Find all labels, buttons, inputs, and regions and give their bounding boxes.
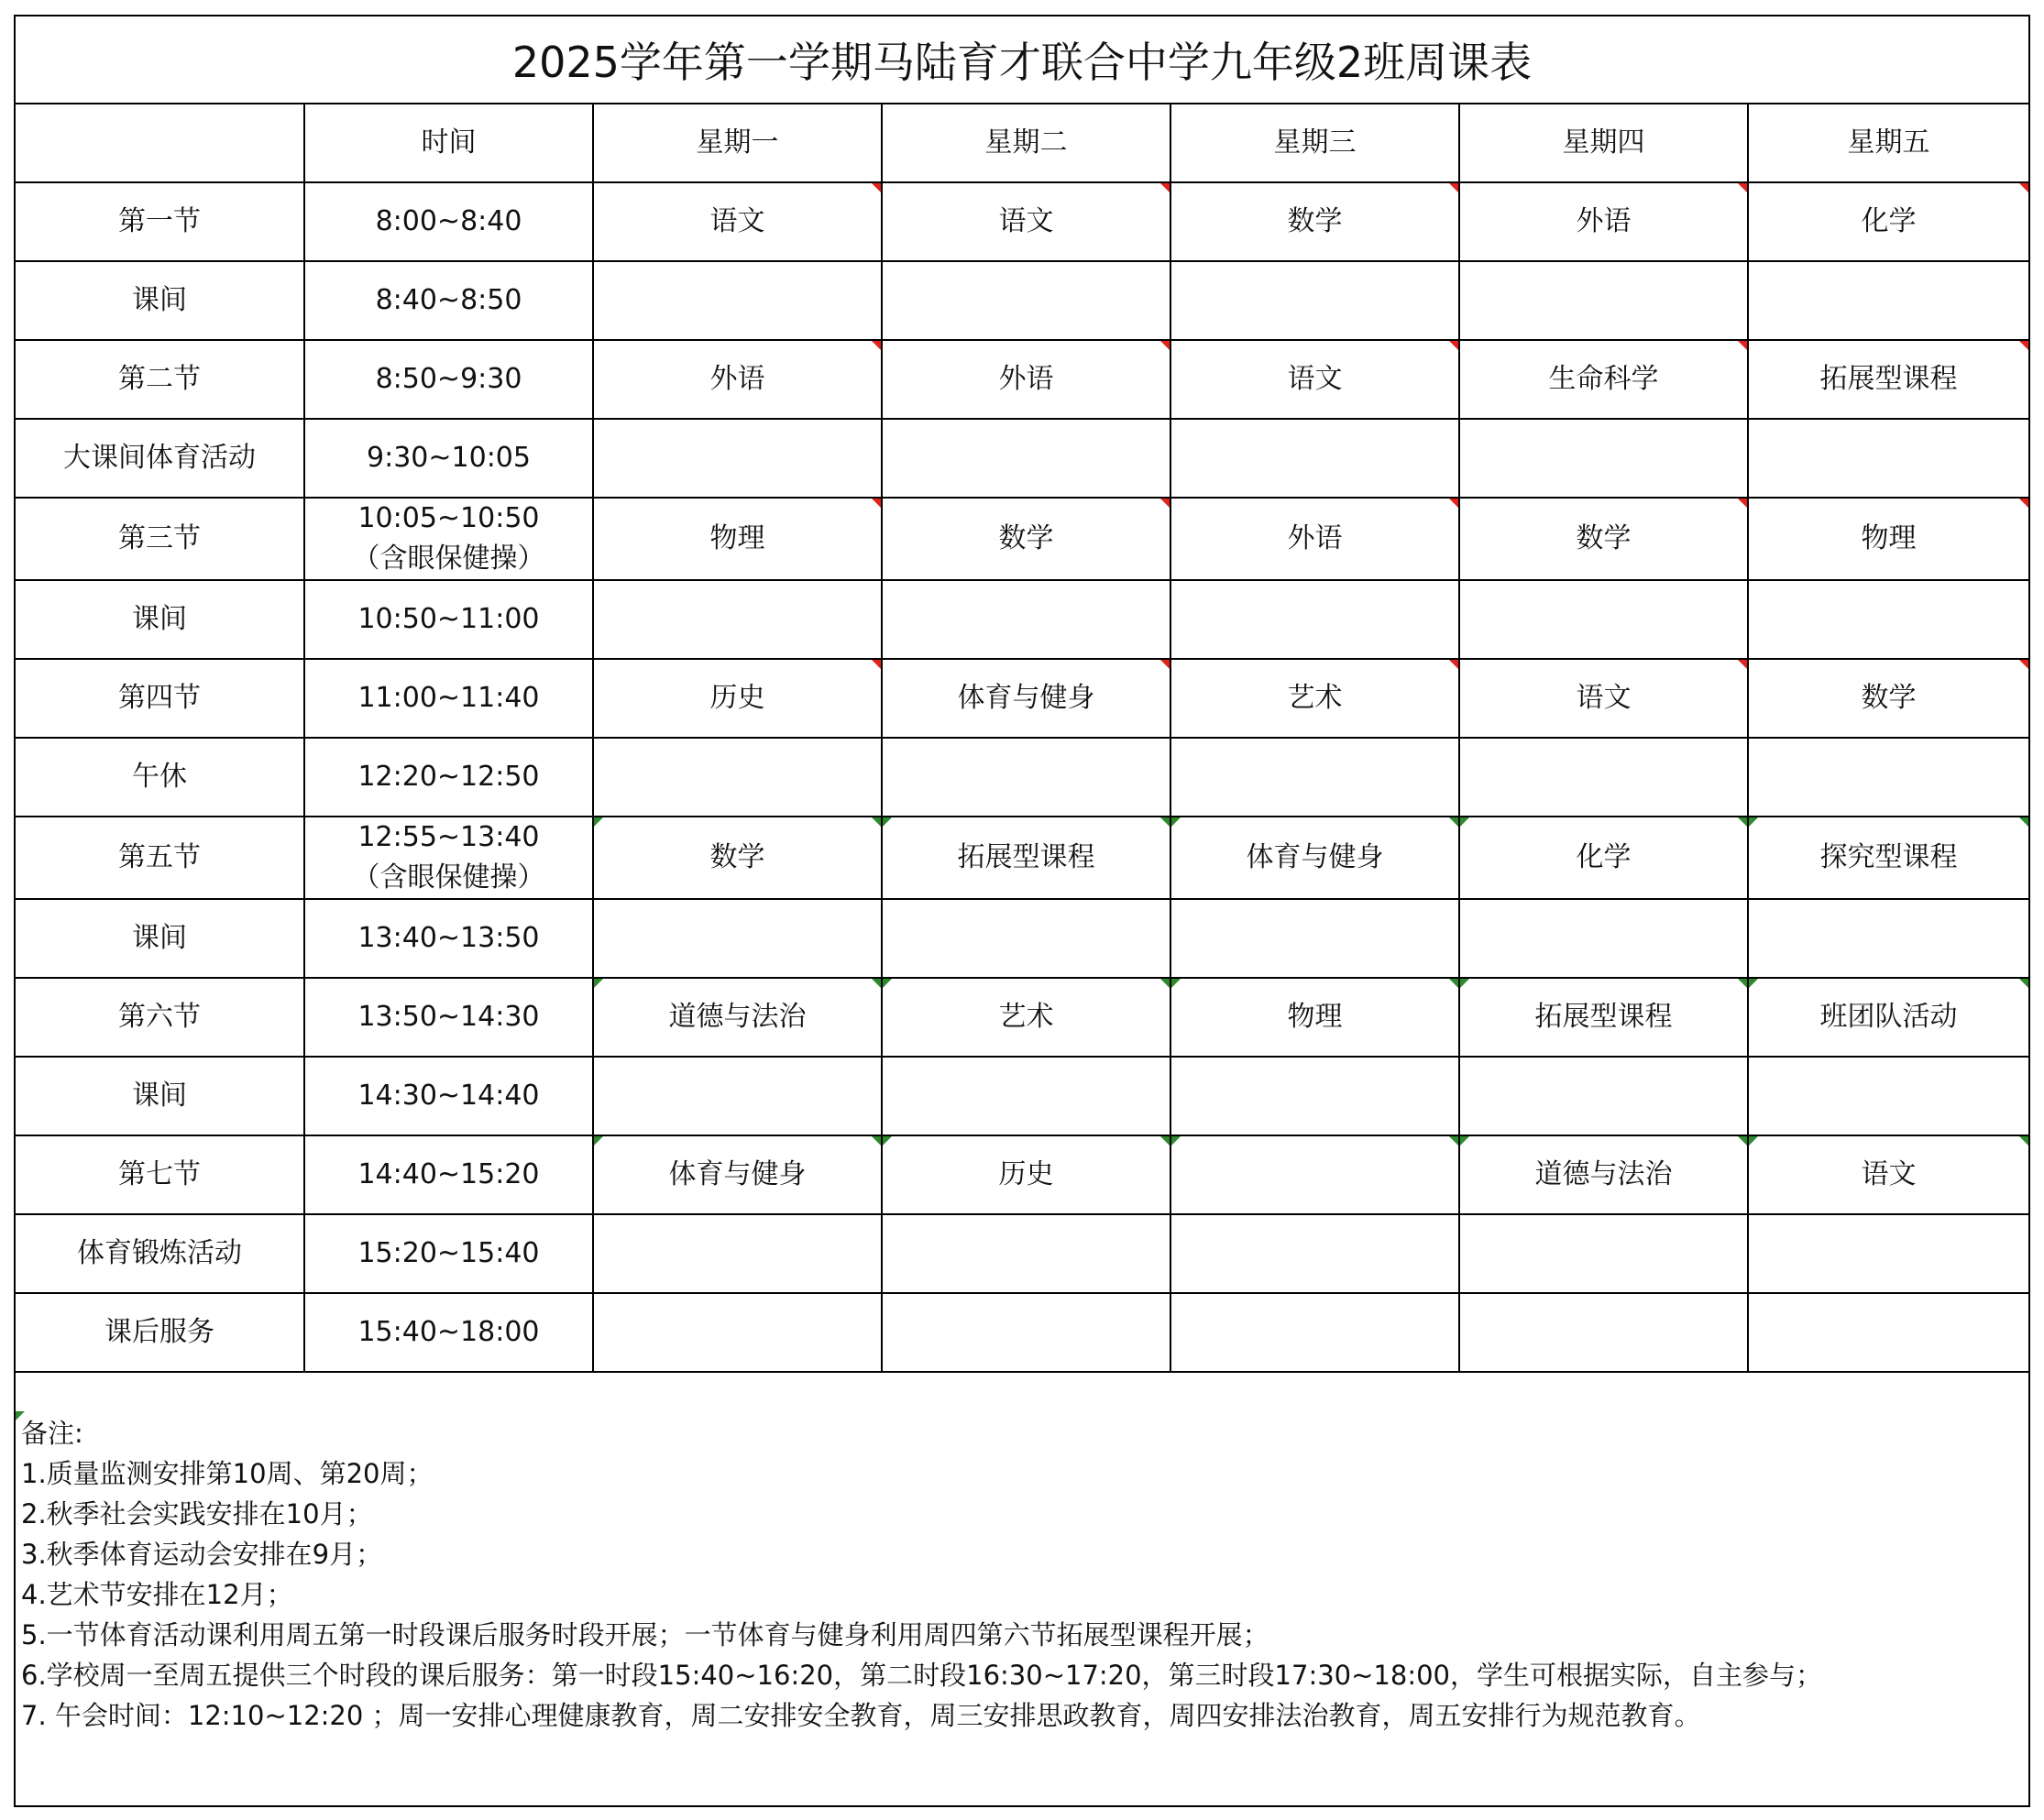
subject-cell[interactable] xyxy=(882,899,1170,978)
header-day-cell[interactable]: 星期一 xyxy=(593,104,882,182)
period-time-text: 15:20~15:40 xyxy=(357,1237,540,1269)
subject-cell[interactable] xyxy=(1170,1135,1459,1214)
comment-indicator-icon xyxy=(1460,817,1469,827)
subject-cell[interactable] xyxy=(1170,340,1459,419)
period-time-cell[interactable] xyxy=(304,1214,593,1293)
period-time-text: 8:50~9:30 xyxy=(375,363,522,395)
period-time-cell[interactable] xyxy=(304,1293,593,1372)
comment-indicator-icon xyxy=(1460,1136,1469,1146)
timetable-row xyxy=(16,817,2028,899)
subject-cell[interactable] xyxy=(593,580,882,659)
note-item: 5.一节体育活动课利用周五第一时段课后服务时段开展；一节体育与健身利用周四第六节拓展型课程开展； xyxy=(21,1619,1269,1650)
comment-indicator-icon xyxy=(883,817,892,827)
comment-indicator-icon xyxy=(1449,817,1458,827)
period-time-cell[interactable] xyxy=(304,498,593,580)
period-time-cell[interactable] xyxy=(304,659,593,738)
timetable-row xyxy=(16,498,2028,580)
period-label-cell[interactable]: 第二节 xyxy=(16,340,304,419)
subject-text: 化学 xyxy=(1861,205,1917,237)
period-label-cell[interactable]: 体育锻炼活动 xyxy=(16,1214,304,1293)
subject-cell[interactable] xyxy=(1459,978,1748,1057)
timetable-row xyxy=(16,899,2028,978)
subject-text: 拓展型课程 xyxy=(1819,363,1958,395)
period-time-note: （含眼保健操） xyxy=(352,861,545,894)
period-time-text: 13:50~14:30 xyxy=(357,1001,540,1033)
subject-cell[interactable] xyxy=(1170,419,1459,498)
note-item: 2.秋季社会实践安排在10月； xyxy=(21,1498,373,1529)
period-label-cell[interactable]: 大课间体育活动 xyxy=(16,419,304,498)
subject-cell[interactable] xyxy=(1748,340,2028,419)
subject-cell[interactable] xyxy=(593,817,882,899)
comment-indicator-icon xyxy=(883,1136,892,1146)
subject-text: 外语 xyxy=(998,363,1054,395)
subject-cell[interactable] xyxy=(1459,340,1748,419)
timetable-row xyxy=(16,261,2028,340)
subject-cell[interactable] xyxy=(1170,817,1459,899)
period-time-note: （含眼保健操） xyxy=(352,543,545,575)
timetable-body xyxy=(16,104,2028,1372)
subject-text: 物理 xyxy=(709,522,765,554)
subject-cell[interactable] xyxy=(1459,1057,1748,1135)
comment-indicator-icon xyxy=(1449,499,1458,508)
subject-cell[interactable] xyxy=(593,1214,882,1293)
period-time-cell[interactable] xyxy=(304,182,593,261)
timetable-row xyxy=(16,659,2028,738)
subject-cell[interactable] xyxy=(1170,738,1459,817)
period-time-text: 14:40~15:20 xyxy=(357,1158,540,1190)
subject-text: 探究型课程 xyxy=(1819,841,1958,873)
subject-cell[interactable] xyxy=(1459,261,1748,340)
subject-text: 外语 xyxy=(709,363,765,395)
subject-text: 物理 xyxy=(1861,522,1917,554)
subject-cell[interactable] xyxy=(593,978,882,1057)
subject-cell[interactable] xyxy=(1748,1293,2028,1372)
period-label-cell[interactable]: 课间 xyxy=(16,899,304,978)
comment-indicator-icon xyxy=(1738,660,1747,669)
comment-indicator-icon xyxy=(1160,499,1170,508)
subject-cell[interactable] xyxy=(1748,498,2028,580)
subject-cell[interactable] xyxy=(1459,419,1748,498)
comment-indicator-icon xyxy=(1160,183,1170,192)
period-label-cell[interactable]: 课间 xyxy=(16,261,304,340)
header-day-cell[interactable]: 星期四 xyxy=(1459,104,1748,182)
subject-cell[interactable] xyxy=(1459,738,1748,817)
subject-text: 体育与健身 xyxy=(957,682,1095,714)
header-row xyxy=(16,104,2028,182)
comment-indicator-icon xyxy=(1749,1136,1758,1146)
subject-cell[interactable] xyxy=(1748,738,2028,817)
subject-cell[interactable] xyxy=(882,1214,1170,1293)
note-item: 6.学校周一至周五提供三个时段的课后服务：第一时段15:40~16:20，第二时段16:30~17:20，第三时段17:30~18:00，学生可根据实际，自主参与； xyxy=(21,1660,1823,1691)
subject-cell[interactable] xyxy=(1748,419,2028,498)
subject-cell[interactable] xyxy=(1459,1214,1748,1293)
subject-text: 艺术 xyxy=(1287,682,1343,714)
period-time-text: 11:00~11:40 xyxy=(357,682,540,714)
notes-section xyxy=(21,1413,2019,1736)
comment-indicator-icon xyxy=(1738,499,1747,508)
period-time-text: 13:40~13:50 xyxy=(357,922,540,954)
subject-cell[interactable] xyxy=(593,419,882,498)
header-corner-cell[interactable] xyxy=(16,104,304,182)
comment-indicator-icon xyxy=(1160,660,1170,669)
period-time-cell[interactable] xyxy=(304,738,593,817)
period-time-cell[interactable] xyxy=(304,261,593,340)
subject-cell[interactable] xyxy=(1459,899,1748,978)
subject-cell[interactable] xyxy=(882,659,1170,738)
subject-cell[interactable] xyxy=(1748,182,2028,261)
period-time-text: 12:55~13:40 xyxy=(357,821,540,853)
subject-cell[interactable] xyxy=(1170,1057,1459,1135)
subject-text: 体育与健身 xyxy=(668,1158,807,1190)
subject-text: 语文 xyxy=(1287,363,1343,395)
comment-indicator-icon xyxy=(1171,1136,1181,1146)
subject-cell[interactable] xyxy=(1459,182,1748,261)
comment-indicator-icon xyxy=(1738,817,1747,827)
period-label-cell[interactable]: 课后服务 xyxy=(16,1293,304,1372)
subject-text: 班团队活动 xyxy=(1819,1001,1958,1033)
period-time-text: 14:30~14:40 xyxy=(357,1080,540,1112)
period-label-cell[interactable]: 第五节 xyxy=(16,817,304,899)
period-label-cell[interactable]: 第七节 xyxy=(16,1135,304,1214)
comment-indicator-icon xyxy=(2019,183,2028,192)
timetable-row xyxy=(16,1057,2028,1135)
comment-indicator-icon xyxy=(594,1136,603,1146)
subject-cell[interactable] xyxy=(1748,899,2028,978)
subject-cell[interactable] xyxy=(1748,659,2028,738)
header-day-cell[interactable]: 星期二 xyxy=(882,104,1170,182)
comment-indicator-icon xyxy=(1449,341,1458,350)
subject-text: 道德与法治 xyxy=(668,1001,807,1033)
period-time-text: 10:05~10:50 xyxy=(357,502,540,534)
subject-cell[interactable] xyxy=(882,182,1170,261)
period-time-cell[interactable] xyxy=(304,978,593,1057)
comment-indicator-icon xyxy=(872,183,881,192)
comment-indicator-icon xyxy=(2019,817,2028,827)
timetable-row xyxy=(16,978,2028,1057)
note-item: 3.秋季体育运动会安排在9月； xyxy=(21,1539,383,1570)
comment-indicator-icon xyxy=(1738,183,1747,192)
subject-text: 历史 xyxy=(998,1158,1054,1190)
subject-text: 体育与健身 xyxy=(1246,841,1384,873)
comment-indicator-icon xyxy=(1738,979,1747,988)
timetable-row xyxy=(16,1293,2028,1372)
period-time-text: 9:30~10:05 xyxy=(367,442,531,474)
subject-cell[interactable] xyxy=(593,899,882,978)
timetable-row xyxy=(16,738,2028,817)
subject-text: 语文 xyxy=(709,205,765,237)
subject-text: 化学 xyxy=(1576,841,1632,873)
comment-indicator-icon xyxy=(1449,1136,1458,1146)
comment-indicator-icon xyxy=(872,499,881,508)
subject-text: 物理 xyxy=(1287,1001,1343,1033)
period-time-cell[interactable] xyxy=(304,340,593,419)
comment-indicator-icon xyxy=(1171,979,1181,988)
period-label-cell[interactable]: 第六节 xyxy=(16,978,304,1057)
comment-indicator-icon xyxy=(1160,341,1170,350)
subject-cell[interactable] xyxy=(882,1135,1170,1214)
subject-text: 数学 xyxy=(998,522,1054,554)
comment-indicator-icon xyxy=(1449,979,1458,988)
subject-cell[interactable] xyxy=(882,738,1170,817)
comment-indicator-icon xyxy=(872,341,881,350)
subject-text: 外语 xyxy=(1576,205,1632,237)
period-time-text: 12:20~12:50 xyxy=(357,761,540,793)
subject-cell[interactable] xyxy=(1170,899,1459,978)
timetable-grid xyxy=(16,104,2028,1373)
comment-indicator-icon xyxy=(1460,979,1469,988)
comment-indicator-icon xyxy=(594,979,603,988)
comment-indicator-icon xyxy=(594,817,603,827)
period-time-text: 8:40~8:50 xyxy=(375,284,522,316)
subject-text: 数学 xyxy=(1861,682,1917,714)
page-title: 2025学年第一学期马陆育才联合中学九年级2班周课表 xyxy=(16,16,2028,104)
subject-cell[interactable] xyxy=(882,1293,1170,1372)
subject-cell[interactable] xyxy=(1748,1135,2028,1214)
note-item: 7. 午会时间：12:10~12:20 ；周一安排心理健康教育，周二安排安全教育，周三安排思政教育，周四安排法治教育，周五安排行为规范教育。 xyxy=(21,1700,1701,1731)
timetable-sheet xyxy=(14,15,2030,1807)
timetable-row xyxy=(16,419,2028,498)
period-time-cell[interactable] xyxy=(304,1135,593,1214)
comment-indicator-icon xyxy=(872,1136,881,1146)
subject-text: 数学 xyxy=(709,841,765,873)
subject-cell[interactable] xyxy=(1748,978,2028,1057)
subject-text: 语文 xyxy=(998,205,1054,237)
comment-indicator-icon xyxy=(872,979,881,988)
subject-cell[interactable] xyxy=(1459,580,1748,659)
subject-cell[interactable] xyxy=(1170,261,1459,340)
subject-cell[interactable] xyxy=(882,1057,1170,1135)
subject-cell[interactable] xyxy=(593,1293,882,1372)
subject-cell[interactable] xyxy=(882,580,1170,659)
subject-cell[interactable] xyxy=(1170,1214,1459,1293)
subject-text: 拓展型课程 xyxy=(957,841,1095,873)
subject-cell[interactable] xyxy=(1459,659,1748,738)
timetable-row xyxy=(16,182,2028,261)
comment-indicator-icon xyxy=(1160,979,1170,988)
period-time-text: 15:40~18:00 xyxy=(357,1316,540,1348)
timetable-row xyxy=(16,1214,2028,1293)
subject-cell[interactable] xyxy=(882,817,1170,899)
period-time-cell[interactable] xyxy=(304,580,593,659)
subject-cell[interactable] xyxy=(1748,817,2028,899)
subject-cell[interactable] xyxy=(593,1135,882,1214)
timetable-row xyxy=(16,1135,2028,1214)
subject-cell[interactable] xyxy=(593,738,882,817)
comment-indicator-icon xyxy=(2019,341,2028,350)
subject-cell[interactable] xyxy=(882,261,1170,340)
subject-cell[interactable] xyxy=(882,340,1170,419)
subject-cell[interactable] xyxy=(1748,261,2028,340)
subject-cell[interactable] xyxy=(1459,1293,1748,1372)
subject-cell[interactable] xyxy=(593,261,882,340)
period-label-cell[interactable]: 第三节 xyxy=(16,498,304,580)
header-time-cell[interactable]: 时间 xyxy=(304,104,593,182)
header-day-cell[interactable]: 星期三 xyxy=(1170,104,1459,182)
subject-cell[interactable] xyxy=(593,659,882,738)
comment-indicator-icon xyxy=(1738,341,1747,350)
comment-indicator-icon xyxy=(1449,660,1458,669)
subject-cell[interactable] xyxy=(1170,659,1459,738)
header-day-cell[interactable]: 星期五 xyxy=(1748,104,2028,182)
subject-cell[interactable] xyxy=(1170,182,1459,261)
timetable-row xyxy=(16,580,2028,659)
comment-indicator-icon xyxy=(1160,1136,1170,1146)
period-label-cell[interactable]: 第四节 xyxy=(16,659,304,738)
subject-text: 历史 xyxy=(709,682,765,714)
subject-text: 生命科学 xyxy=(1548,363,1659,395)
subject-cell[interactable] xyxy=(593,182,882,261)
period-time-text: 10:50~11:00 xyxy=(357,603,540,635)
comment-indicator-icon xyxy=(883,979,892,988)
comment-indicator-icon xyxy=(2019,1136,2028,1146)
period-label-cell[interactable]: 午休 xyxy=(16,738,304,817)
comment-indicator-icon xyxy=(2019,660,2028,669)
subject-text: 艺术 xyxy=(998,1001,1054,1033)
subject-cell[interactable] xyxy=(1459,498,1748,580)
comment-indicator-icon xyxy=(872,817,881,827)
subject-cell[interactable] xyxy=(882,419,1170,498)
subject-text: 语文 xyxy=(1576,682,1632,714)
comment-indicator-icon xyxy=(1449,183,1458,192)
subject-cell[interactable] xyxy=(1748,1214,2028,1293)
subject-cell[interactable] xyxy=(1170,580,1459,659)
comment-indicator-icon xyxy=(1749,979,1758,988)
subject-cell[interactable] xyxy=(1748,580,2028,659)
subject-cell[interactable] xyxy=(1170,978,1459,1057)
period-time-cell[interactable] xyxy=(304,817,593,899)
note-item: 1.质量监测安排第10周、第20周； xyxy=(21,1458,434,1489)
subject-cell[interactable] xyxy=(593,340,882,419)
subject-cell[interactable] xyxy=(593,1057,882,1135)
comment-indicator-icon xyxy=(1160,817,1170,827)
timetable-row xyxy=(16,340,2028,419)
comment-indicator-icon xyxy=(2019,499,2028,508)
subject-text: 数学 xyxy=(1576,522,1632,554)
comment-indicator-icon xyxy=(2019,979,2028,988)
period-time-text: 8:00~8:40 xyxy=(375,205,522,237)
subject-cell[interactable] xyxy=(1170,498,1459,580)
subject-cell[interactable] xyxy=(593,498,882,580)
subject-text: 道德与法治 xyxy=(1534,1158,1673,1190)
subject-text: 拓展型课程 xyxy=(1534,1001,1673,1033)
period-label-cell[interactable]: 课间 xyxy=(16,580,304,659)
period-time-cell[interactable] xyxy=(304,899,593,978)
subject-text: 外语 xyxy=(1287,522,1343,554)
period-time-cell[interactable] xyxy=(304,419,593,498)
subject-cell[interactable] xyxy=(1748,1057,2028,1135)
comment-indicator-icon xyxy=(1171,817,1181,827)
note-item: 4.艺术节安排在12月； xyxy=(21,1579,293,1610)
subject-cell[interactable] xyxy=(1459,1135,1748,1214)
subject-cell[interactable] xyxy=(1170,1293,1459,1372)
comment-indicator-icon xyxy=(1749,817,1758,827)
period-time-cell[interactable] xyxy=(304,1057,593,1135)
subject-text: 语文 xyxy=(1861,1158,1917,1190)
subject-cell[interactable] xyxy=(882,498,1170,580)
subject-cell[interactable] xyxy=(1459,817,1748,899)
subject-text: 数学 xyxy=(1287,205,1343,237)
period-label-cell[interactable]: 课间 xyxy=(16,1057,304,1135)
notes-heading: 备注: xyxy=(21,1418,83,1449)
subject-cell[interactable] xyxy=(882,978,1170,1057)
comment-indicator-icon xyxy=(1738,1136,1747,1146)
period-label-cell[interactable]: 第一节 xyxy=(16,182,304,261)
comment-indicator-icon xyxy=(872,660,881,669)
